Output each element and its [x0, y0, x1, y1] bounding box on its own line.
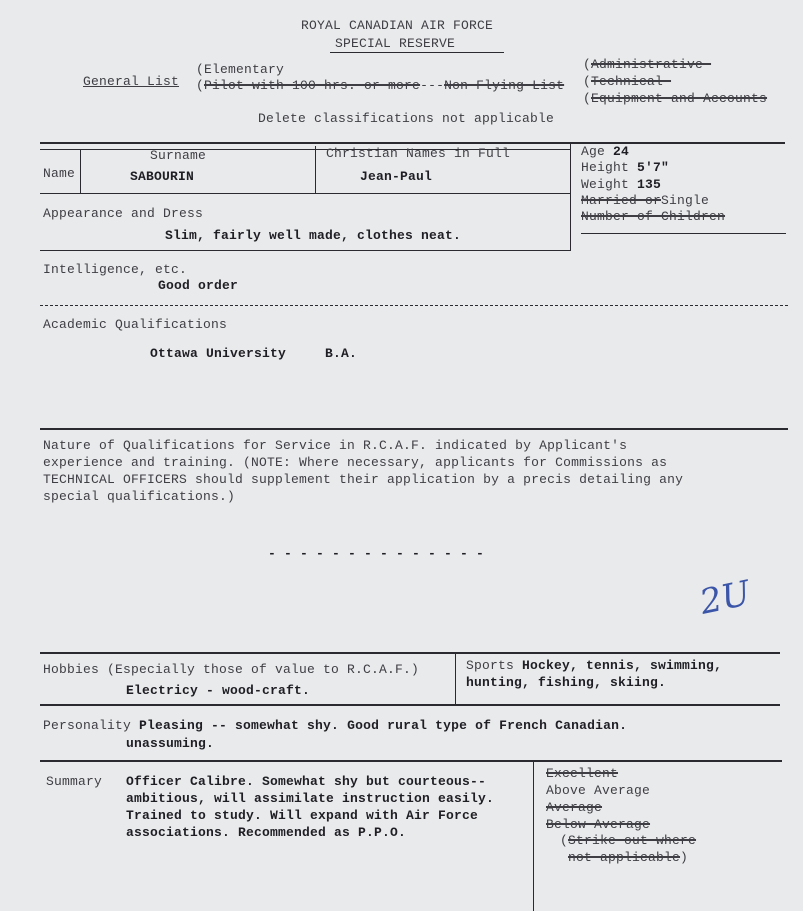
children-row: Number of Children — [581, 209, 726, 224]
name-top-rule — [40, 142, 785, 144]
pilot-option: (Pilot with 100 hrs. or more---Non-Flying List — [196, 78, 565, 93]
marital-row: Married orSingle — [581, 193, 710, 208]
name-bottom-rule — [40, 193, 570, 194]
sports-line-1: Sports Hockey, tennis, swimming, — [466, 658, 723, 673]
hobbies-top-rule — [40, 652, 780, 654]
general-list-label: General List — [83, 74, 180, 89]
name-divider — [80, 149, 81, 193]
admin-option: (Administrative- — [583, 57, 712, 72]
nature-line-1: Nature of Qualifications for Service in R.C.A.F. indicated by Applicant's — [43, 438, 628, 453]
handwritten-mark: 2U — [696, 573, 754, 623]
intelligence-rule — [40, 305, 788, 306]
surname-divider — [315, 146, 316, 193]
age-row: Age 24 — [581, 144, 630, 159]
technical-option: (Technical- — [583, 74, 672, 89]
academic-degree: B.A. — [325, 346, 358, 361]
nature-line-4: special qualifications.) — [43, 489, 236, 504]
appearance-value: Slim, fairly well made, clothes neat. — [165, 228, 462, 243]
summary-line-3: Trained to study. Will expand with Air Force — [126, 808, 479, 823]
reserve-title: SPECIAL RESERVE — [335, 36, 456, 51]
summary-line-1: Officer Calibre. Somewhat shy but courteous-- — [126, 774, 487, 789]
summary-label: Summary — [46, 774, 103, 789]
rating-excellent: Excellent — [546, 766, 619, 781]
elementary-option: (Elementary — [196, 62, 285, 77]
rating-above-average: Above Average — [546, 783, 651, 798]
rating-average: Average — [546, 800, 603, 815]
children-rule — [581, 233, 786, 234]
appearance-rule — [40, 250, 571, 251]
christian-value: Jean-Paul — [360, 169, 433, 184]
christian-label: Christian Names in Full — [326, 146, 511, 161]
personality-line-2: unassuming. — [126, 736, 215, 751]
summary-line-2: ambitious, will assimilate instruction easily. — [126, 791, 495, 806]
height-row: Height 5'7" — [581, 160, 670, 175]
name-label: Name — [43, 166, 76, 181]
strike-note-1: (Strike out where — [560, 833, 697, 848]
sports-line-2: hunting, fishing, skiing. — [466, 675, 667, 690]
academic-rule — [40, 428, 788, 430]
org-title: ROYAL CANADIAN AIR FORCE — [301, 18, 494, 33]
surname-value: SABOURIN — [130, 169, 195, 184]
strike-note-2: not applicable) — [568, 850, 689, 865]
personality-line-1: Personality Pleasing -- somewhat shy. Good rural type of French Canadian. — [43, 718, 628, 733]
stats-divider — [570, 143, 571, 251]
nature-dashes: - - - - - - - - - - - - - - — [268, 546, 485, 561]
academic-label: Academic Qualifications — [43, 317, 228, 332]
hobbies-value: Electricy - wood-craft. — [126, 683, 311, 698]
academic-school: Ottawa University — [150, 346, 287, 361]
hobbies-label: Hobbies (Especially those of value to R.C.A.F.) — [43, 662, 420, 677]
personality-rule — [40, 760, 782, 762]
intelligence-value: Good order — [158, 278, 239, 293]
summary-divider — [533, 762, 534, 911]
appearance-label: Appearance and Dress — [43, 206, 204, 221]
nature-line-2: experience and training. (NOTE: Where necessary, applicants for Commissions as — [43, 455, 668, 470]
equipment-option: (Equipment and Accounts — [583, 91, 768, 106]
rating-below-average: Below Average — [546, 817, 651, 832]
delete-note: Delete classifications not applicable — [258, 111, 555, 126]
summary-line-4: associations. Recommended as P.P.O. — [126, 825, 407, 840]
weight-row: Weight 135 — [581, 177, 662, 192]
surname-label: Surname — [150, 148, 207, 163]
nature-line-3: TECHNICAL OFFICERS should supplement their application by a precis detailing any — [43, 472, 684, 487]
hobbies-divider — [455, 652, 456, 704]
title-underline — [330, 52, 504, 53]
hobbies-bottom-rule — [40, 704, 780, 706]
intelligence-label: Intelligence, etc. — [43, 262, 188, 277]
